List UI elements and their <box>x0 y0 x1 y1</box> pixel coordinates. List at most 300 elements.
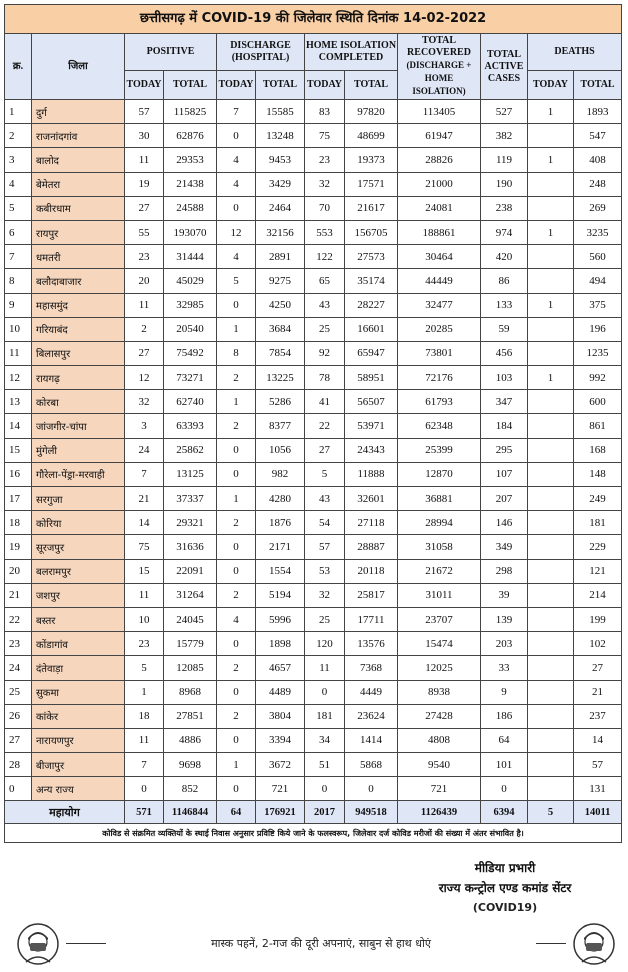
district-name-cell: दुर्ग <box>32 100 125 124</box>
footnote: कोविड से संक्रमित व्यक्तियों के स्थाई निवास अनुसार प्रविष्टि किये जाने के फलस्वरूप, जिलेवार दर्ज कोविड मरीजों की संख्या में अंतर संभावित है। <box>5 824 622 843</box>
positive-today-header: TODAY <box>125 71 164 100</box>
value-cell: 0 <box>217 559 256 583</box>
value-cell: 0 <box>217 728 256 752</box>
value-cell: 7854 <box>256 341 305 365</box>
home-isolation-today-header: TODAY <box>305 71 345 100</box>
value-cell <box>528 583 574 607</box>
value-cell: 375 <box>574 293 622 317</box>
district-name-cell: कबीरधाम <box>32 196 125 220</box>
value-cell: 61947 <box>398 124 481 148</box>
value-cell: 25862 <box>164 438 217 462</box>
value-cell: 168 <box>574 438 622 462</box>
value-cell: 27 <box>125 196 164 220</box>
value-cell: 1235 <box>574 341 622 365</box>
value-cell: 73801 <box>398 341 481 365</box>
value-cell: 1893 <box>574 100 622 124</box>
grand-total-label: महायोग <box>5 801 125 824</box>
value-cell <box>528 777 574 801</box>
value-cell: 861 <box>574 414 622 438</box>
serial-cell: 19 <box>5 535 32 559</box>
value-cell: 8 <box>217 341 256 365</box>
discharge-total-header: TOTAL <box>256 71 305 100</box>
district-name-cell: बेमेतरा <box>32 172 125 196</box>
serial-cell: 11 <box>5 341 32 365</box>
slogan-row <box>16 922 616 966</box>
divider-line-right <box>536 943 566 944</box>
value-cell: 28826 <box>398 148 481 172</box>
value-cell: 55 <box>125 220 164 244</box>
district-name-cell: गरियाबंद <box>32 317 125 341</box>
value-cell: 107 <box>481 462 528 486</box>
value-cell: 199 <box>574 607 622 631</box>
value-cell: 553 <box>305 220 345 244</box>
value-cell <box>528 341 574 365</box>
table-row <box>5 438 622 462</box>
value-cell: 9453 <box>256 148 305 172</box>
value-cell: 32477 <box>398 293 481 317</box>
district-name-cell: जांजगीर-चांपा <box>32 414 125 438</box>
value-cell: 28994 <box>398 511 481 535</box>
value-cell: 196 <box>574 317 622 341</box>
value-cell: 12085 <box>164 656 217 680</box>
value-cell: 18 <box>125 704 164 728</box>
serial-cell: 10 <box>5 317 32 341</box>
value-cell: 75 <box>305 124 345 148</box>
value-cell: 15474 <box>398 632 481 656</box>
value-cell: 721 <box>398 777 481 801</box>
value-cell: 9275 <box>256 269 305 293</box>
value-cell: 122 <box>305 245 345 269</box>
grand-total-cell: 571 <box>125 801 164 824</box>
value-cell: 16601 <box>345 317 398 341</box>
value-cell: 35174 <box>345 269 398 293</box>
value-cell: 92 <box>305 341 345 365</box>
value-cell: 37337 <box>164 487 217 511</box>
value-cell: 54 <box>305 511 345 535</box>
value-cell: 75 <box>125 535 164 559</box>
value-cell: 39 <box>481 583 528 607</box>
serial-cell: 23 <box>5 632 32 656</box>
value-cell: 86 <box>481 269 528 293</box>
value-cell: 2 <box>217 414 256 438</box>
value-cell: 121 <box>574 559 622 583</box>
value-cell: 0 <box>217 680 256 704</box>
value-cell: 56507 <box>345 390 398 414</box>
value-cell <box>528 559 574 583</box>
value-cell: 408 <box>574 148 622 172</box>
value-cell: 23624 <box>345 704 398 728</box>
masked-face-icon <box>572 922 616 966</box>
value-cell: 1 <box>528 366 574 390</box>
value-cell: 2 <box>217 583 256 607</box>
grand-total-row <box>5 801 622 824</box>
value-cell: 34 <box>305 728 345 752</box>
value-cell: 1 <box>528 293 574 317</box>
value-cell: 9540 <box>398 753 481 777</box>
value-cell: 5286 <box>256 390 305 414</box>
value-cell <box>528 317 574 341</box>
value-cell: 23 <box>125 632 164 656</box>
district-name-cell: कोरबा <box>32 390 125 414</box>
grand-total-cell: 6394 <box>481 801 528 824</box>
value-cell: 25 <box>305 317 345 341</box>
col-district-header: जिला <box>32 34 125 100</box>
value-cell: 456 <box>481 341 528 365</box>
value-cell: 133 <box>481 293 528 317</box>
value-cell: 1 <box>528 220 574 244</box>
value-cell: 31636 <box>164 535 217 559</box>
value-cell: 27 <box>574 656 622 680</box>
deaths-total-header: TOTAL <box>574 71 622 100</box>
value-cell: 24045 <box>164 607 217 631</box>
value-cell: 3394 <box>256 728 305 752</box>
value-cell: 207 <box>481 487 528 511</box>
value-cell <box>528 511 574 535</box>
value-cell: 4250 <box>256 293 305 317</box>
district-name-cell: बलौदाबाजार <box>32 269 125 293</box>
value-cell: 237 <box>574 704 622 728</box>
value-cell: 32985 <box>164 293 217 317</box>
value-cell: 4280 <box>256 487 305 511</box>
serial-cell: 26 <box>5 704 32 728</box>
district-name-cell: बस्तर <box>32 607 125 631</box>
table-row <box>5 559 622 583</box>
value-cell: 9 <box>481 680 528 704</box>
value-cell: 148 <box>574 462 622 486</box>
value-cell: 992 <box>574 366 622 390</box>
value-cell: 139 <box>481 607 528 631</box>
table-row <box>5 607 622 631</box>
value-cell: 20118 <box>345 559 398 583</box>
value-cell: 27 <box>125 341 164 365</box>
value-cell: 62348 <box>398 414 481 438</box>
table-row <box>5 293 622 317</box>
value-cell: 203 <box>481 632 528 656</box>
value-cell: 8377 <box>256 414 305 438</box>
district-name-cell: कांकेर <box>32 704 125 728</box>
value-cell: 28227 <box>345 293 398 317</box>
value-cell: 0 <box>217 632 256 656</box>
value-cell: 156705 <box>345 220 398 244</box>
value-cell <box>528 535 574 559</box>
control-centre-name: राज्य कन्ट्रोल एण्ड कमांड सेंटर <box>438 881 572 895</box>
value-cell: 22091 <box>164 559 217 583</box>
value-cell: 113405 <box>398 100 481 124</box>
value-cell: 44449 <box>398 269 481 293</box>
value-cell: 1 <box>217 487 256 511</box>
value-cell: 13576 <box>345 632 398 656</box>
value-cell: 420 <box>481 245 528 269</box>
value-cell: 119 <box>481 148 528 172</box>
table-row <box>5 390 622 414</box>
table-row <box>5 148 622 172</box>
value-cell: 72176 <box>398 366 481 390</box>
value-cell <box>528 245 574 269</box>
district-name-cell: धमतरी <box>32 245 125 269</box>
value-cell: 32 <box>305 172 345 196</box>
table-row <box>5 341 622 365</box>
value-cell: 3672 <box>256 753 305 777</box>
total-recovered-sub-label: (DISCHARGE + HOME ISOLATION) <box>406 60 472 96</box>
serial-cell: 2 <box>5 124 32 148</box>
value-cell: 53 <box>305 559 345 583</box>
value-cell: 29353 <box>164 148 217 172</box>
value-cell <box>528 172 574 196</box>
value-cell: 4 <box>217 148 256 172</box>
value-cell: 53971 <box>345 414 398 438</box>
table-row <box>5 245 622 269</box>
value-cell: 600 <box>574 390 622 414</box>
value-cell: 0 <box>305 777 345 801</box>
value-cell: 2 <box>217 704 256 728</box>
value-cell: 1 <box>528 148 574 172</box>
value-cell: 24343 <box>345 438 398 462</box>
value-cell: 58951 <box>345 366 398 390</box>
total-recovered-label: TOTAL RECOVERED <box>407 35 471 58</box>
discharge-today-header: TODAY <box>217 71 256 100</box>
value-cell: 120 <box>305 632 345 656</box>
serial-cell: 20 <box>5 559 32 583</box>
serial-cell: 12 <box>5 366 32 390</box>
value-cell: 229 <box>574 535 622 559</box>
district-name-cell: बिलासपुर <box>32 341 125 365</box>
serial-cell: 13 <box>5 390 32 414</box>
value-cell: 1 <box>528 100 574 124</box>
value-cell: 5 <box>217 269 256 293</box>
col-home-isolation-header: HOME ISOLATION COMPLETED <box>305 34 398 71</box>
value-cell: 7 <box>125 753 164 777</box>
value-cell: 31058 <box>398 535 481 559</box>
col-positive-header: POSITIVE <box>125 34 217 71</box>
value-cell <box>528 607 574 631</box>
value-cell: 0 <box>125 777 164 801</box>
table-row <box>5 100 622 124</box>
value-cell: 2 <box>217 656 256 680</box>
district-name-cell: मुंगेली <box>32 438 125 462</box>
value-cell: 5 <box>305 462 345 486</box>
value-cell: 32 <box>305 583 345 607</box>
footer <box>0 850 628 972</box>
value-cell <box>528 462 574 486</box>
value-cell: 2 <box>217 366 256 390</box>
value-cell: 547 <box>574 124 622 148</box>
value-cell: 31264 <box>164 583 217 607</box>
value-cell: 15585 <box>256 100 305 124</box>
value-cell: 25399 <box>398 438 481 462</box>
value-cell: 2171 <box>256 535 305 559</box>
value-cell: 2 <box>217 511 256 535</box>
district-name-cell: रायगढ़ <box>32 366 125 390</box>
district-name-cell: बलरामपुर <box>32 559 125 583</box>
value-cell: 43 <box>305 487 345 511</box>
value-cell: 188861 <box>398 220 481 244</box>
value-cell: 30464 <box>398 245 481 269</box>
value-cell: 21672 <box>398 559 481 583</box>
value-cell: 23 <box>305 148 345 172</box>
district-status-table <box>4 4 622 843</box>
value-cell <box>528 438 574 462</box>
value-cell: 30 <box>125 124 164 148</box>
value-cell: 269 <box>574 196 622 220</box>
value-cell: 0 <box>217 535 256 559</box>
value-cell: 974 <box>481 220 528 244</box>
col-total-recovered-header <box>398 34 481 100</box>
value-cell: 298 <box>481 559 528 583</box>
value-cell: 23707 <box>398 607 481 631</box>
divider-line-left <box>66 943 106 944</box>
table-row <box>5 535 622 559</box>
value-cell: 494 <box>574 269 622 293</box>
value-cell: 75492 <box>164 341 217 365</box>
table-row <box>5 583 622 607</box>
col-serial-header: क्र. <box>5 34 32 100</box>
value-cell: 13125 <box>164 462 217 486</box>
serial-cell: 18 <box>5 511 32 535</box>
value-cell: 13248 <box>256 124 305 148</box>
value-cell: 3804 <box>256 704 305 728</box>
col-deaths-header: DEATHS <box>528 34 622 71</box>
district-name-cell: दंतेवाड़ा <box>32 656 125 680</box>
value-cell: 19373 <box>345 148 398 172</box>
value-cell: 73271 <box>164 366 217 390</box>
value-cell: 12 <box>217 220 256 244</box>
grand-total-cell: 2017 <box>305 801 345 824</box>
value-cell <box>528 487 574 511</box>
value-cell: 5996 <box>256 607 305 631</box>
grand-total-cell: 1146844 <box>164 801 217 824</box>
value-cell: 33 <box>481 656 528 680</box>
value-cell: 11 <box>125 148 164 172</box>
value-cell: 27573 <box>345 245 398 269</box>
report-title: छत्तीसगढ़ में COVID-19 की जिलेवार स्थिति दिनांक 14-02-2022 <box>5 5 622 34</box>
value-cell: 249 <box>574 487 622 511</box>
serial-cell: 21 <box>5 583 32 607</box>
value-cell: 1414 <box>345 728 398 752</box>
masked-face-icon <box>16 922 60 966</box>
value-cell: 4886 <box>164 728 217 752</box>
serial-cell: 7 <box>5 245 32 269</box>
grand-total-cell: 5 <box>528 801 574 824</box>
table-row <box>5 124 622 148</box>
value-cell: 2891 <box>256 245 305 269</box>
district-name-cell: कोरिया <box>32 511 125 535</box>
serial-cell: 14 <box>5 414 32 438</box>
serial-cell: 1 <box>5 100 32 124</box>
district-name-cell: सुकमा <box>32 680 125 704</box>
value-cell: 8968 <box>164 680 217 704</box>
value-cell: 7 <box>125 462 164 486</box>
value-cell: 0 <box>217 438 256 462</box>
value-cell: 4 <box>217 607 256 631</box>
value-cell: 20285 <box>398 317 481 341</box>
serial-cell: 25 <box>5 680 32 704</box>
value-cell: 63393 <box>164 414 217 438</box>
serial-cell: 4 <box>5 172 32 196</box>
value-cell: 0 <box>217 462 256 486</box>
value-cell: 184 <box>481 414 528 438</box>
value-cell: 560 <box>574 245 622 269</box>
value-cell <box>528 632 574 656</box>
value-cell: 102 <box>574 632 622 656</box>
value-cell: 11 <box>125 583 164 607</box>
value-cell: 31011 <box>398 583 481 607</box>
district-name-cell: सूरजपुर <box>32 535 125 559</box>
serial-cell: 0 <box>5 777 32 801</box>
value-cell: 14 <box>574 728 622 752</box>
value-cell: 21438 <box>164 172 217 196</box>
value-cell: 70 <box>305 196 345 220</box>
value-cell <box>528 656 574 680</box>
serial-cell: 28 <box>5 753 32 777</box>
value-cell: 57 <box>305 535 345 559</box>
grand-total-cell: 1126439 <box>398 801 481 824</box>
value-cell: 1 <box>217 390 256 414</box>
value-cell: 2464 <box>256 196 305 220</box>
value-cell: 181 <box>574 511 622 535</box>
value-cell: 0 <box>217 196 256 220</box>
district-name-cell: राजनांदगांव <box>32 124 125 148</box>
value-cell: 9698 <box>164 753 217 777</box>
district-name-cell: सरगुजा <box>32 487 125 511</box>
table-row <box>5 172 622 196</box>
value-cell: 21000 <box>398 172 481 196</box>
grand-total-cell: 64 <box>217 801 256 824</box>
value-cell: 527 <box>481 100 528 124</box>
value-cell: 11 <box>125 293 164 317</box>
value-cell: 10 <box>125 607 164 631</box>
value-cell: 41 <box>305 390 345 414</box>
value-cell: 32156 <box>256 220 305 244</box>
value-cell: 11888 <box>345 462 398 486</box>
value-cell: 11 <box>305 656 345 680</box>
table-row <box>5 656 622 680</box>
value-cell: 1898 <box>256 632 305 656</box>
serial-cell: 16 <box>5 462 32 486</box>
value-cell: 4449 <box>345 680 398 704</box>
value-cell <box>528 390 574 414</box>
value-cell: 0 <box>217 293 256 317</box>
media-incharge-block <box>400 858 610 918</box>
value-cell: 65947 <box>345 341 398 365</box>
value-cell: 57 <box>125 100 164 124</box>
serial-cell: 17 <box>5 487 32 511</box>
value-cell: 4657 <box>256 656 305 680</box>
value-cell: 45029 <box>164 269 217 293</box>
value-cell: 13225 <box>256 366 305 390</box>
value-cell: 48699 <box>345 124 398 148</box>
value-cell: 0 <box>305 680 345 704</box>
value-cell: 0 <box>217 124 256 148</box>
value-cell <box>528 728 574 752</box>
value-cell: 982 <box>256 462 305 486</box>
value-cell <box>528 196 574 220</box>
value-cell: 97820 <box>345 100 398 124</box>
safety-slogan: मास्क पहनें, 2-गज की दूरी अपनाएं, साबुन से हाथ धोएं <box>211 937 431 950</box>
value-cell: 43 <box>305 293 345 317</box>
value-cell: 4489 <box>256 680 305 704</box>
col-total-active-header: TOTAL ACTIVE CASES <box>481 34 528 100</box>
value-cell: 1 <box>217 317 256 341</box>
serial-cell: 3 <box>5 148 32 172</box>
table-row <box>5 487 622 511</box>
value-cell <box>528 124 574 148</box>
grand-total-cell: 176921 <box>256 801 305 824</box>
value-cell: 852 <box>164 777 217 801</box>
serial-cell: 24 <box>5 656 32 680</box>
table-row <box>5 317 622 341</box>
district-name-cell: कोंडागांव <box>32 632 125 656</box>
value-cell: 64 <box>481 728 528 752</box>
